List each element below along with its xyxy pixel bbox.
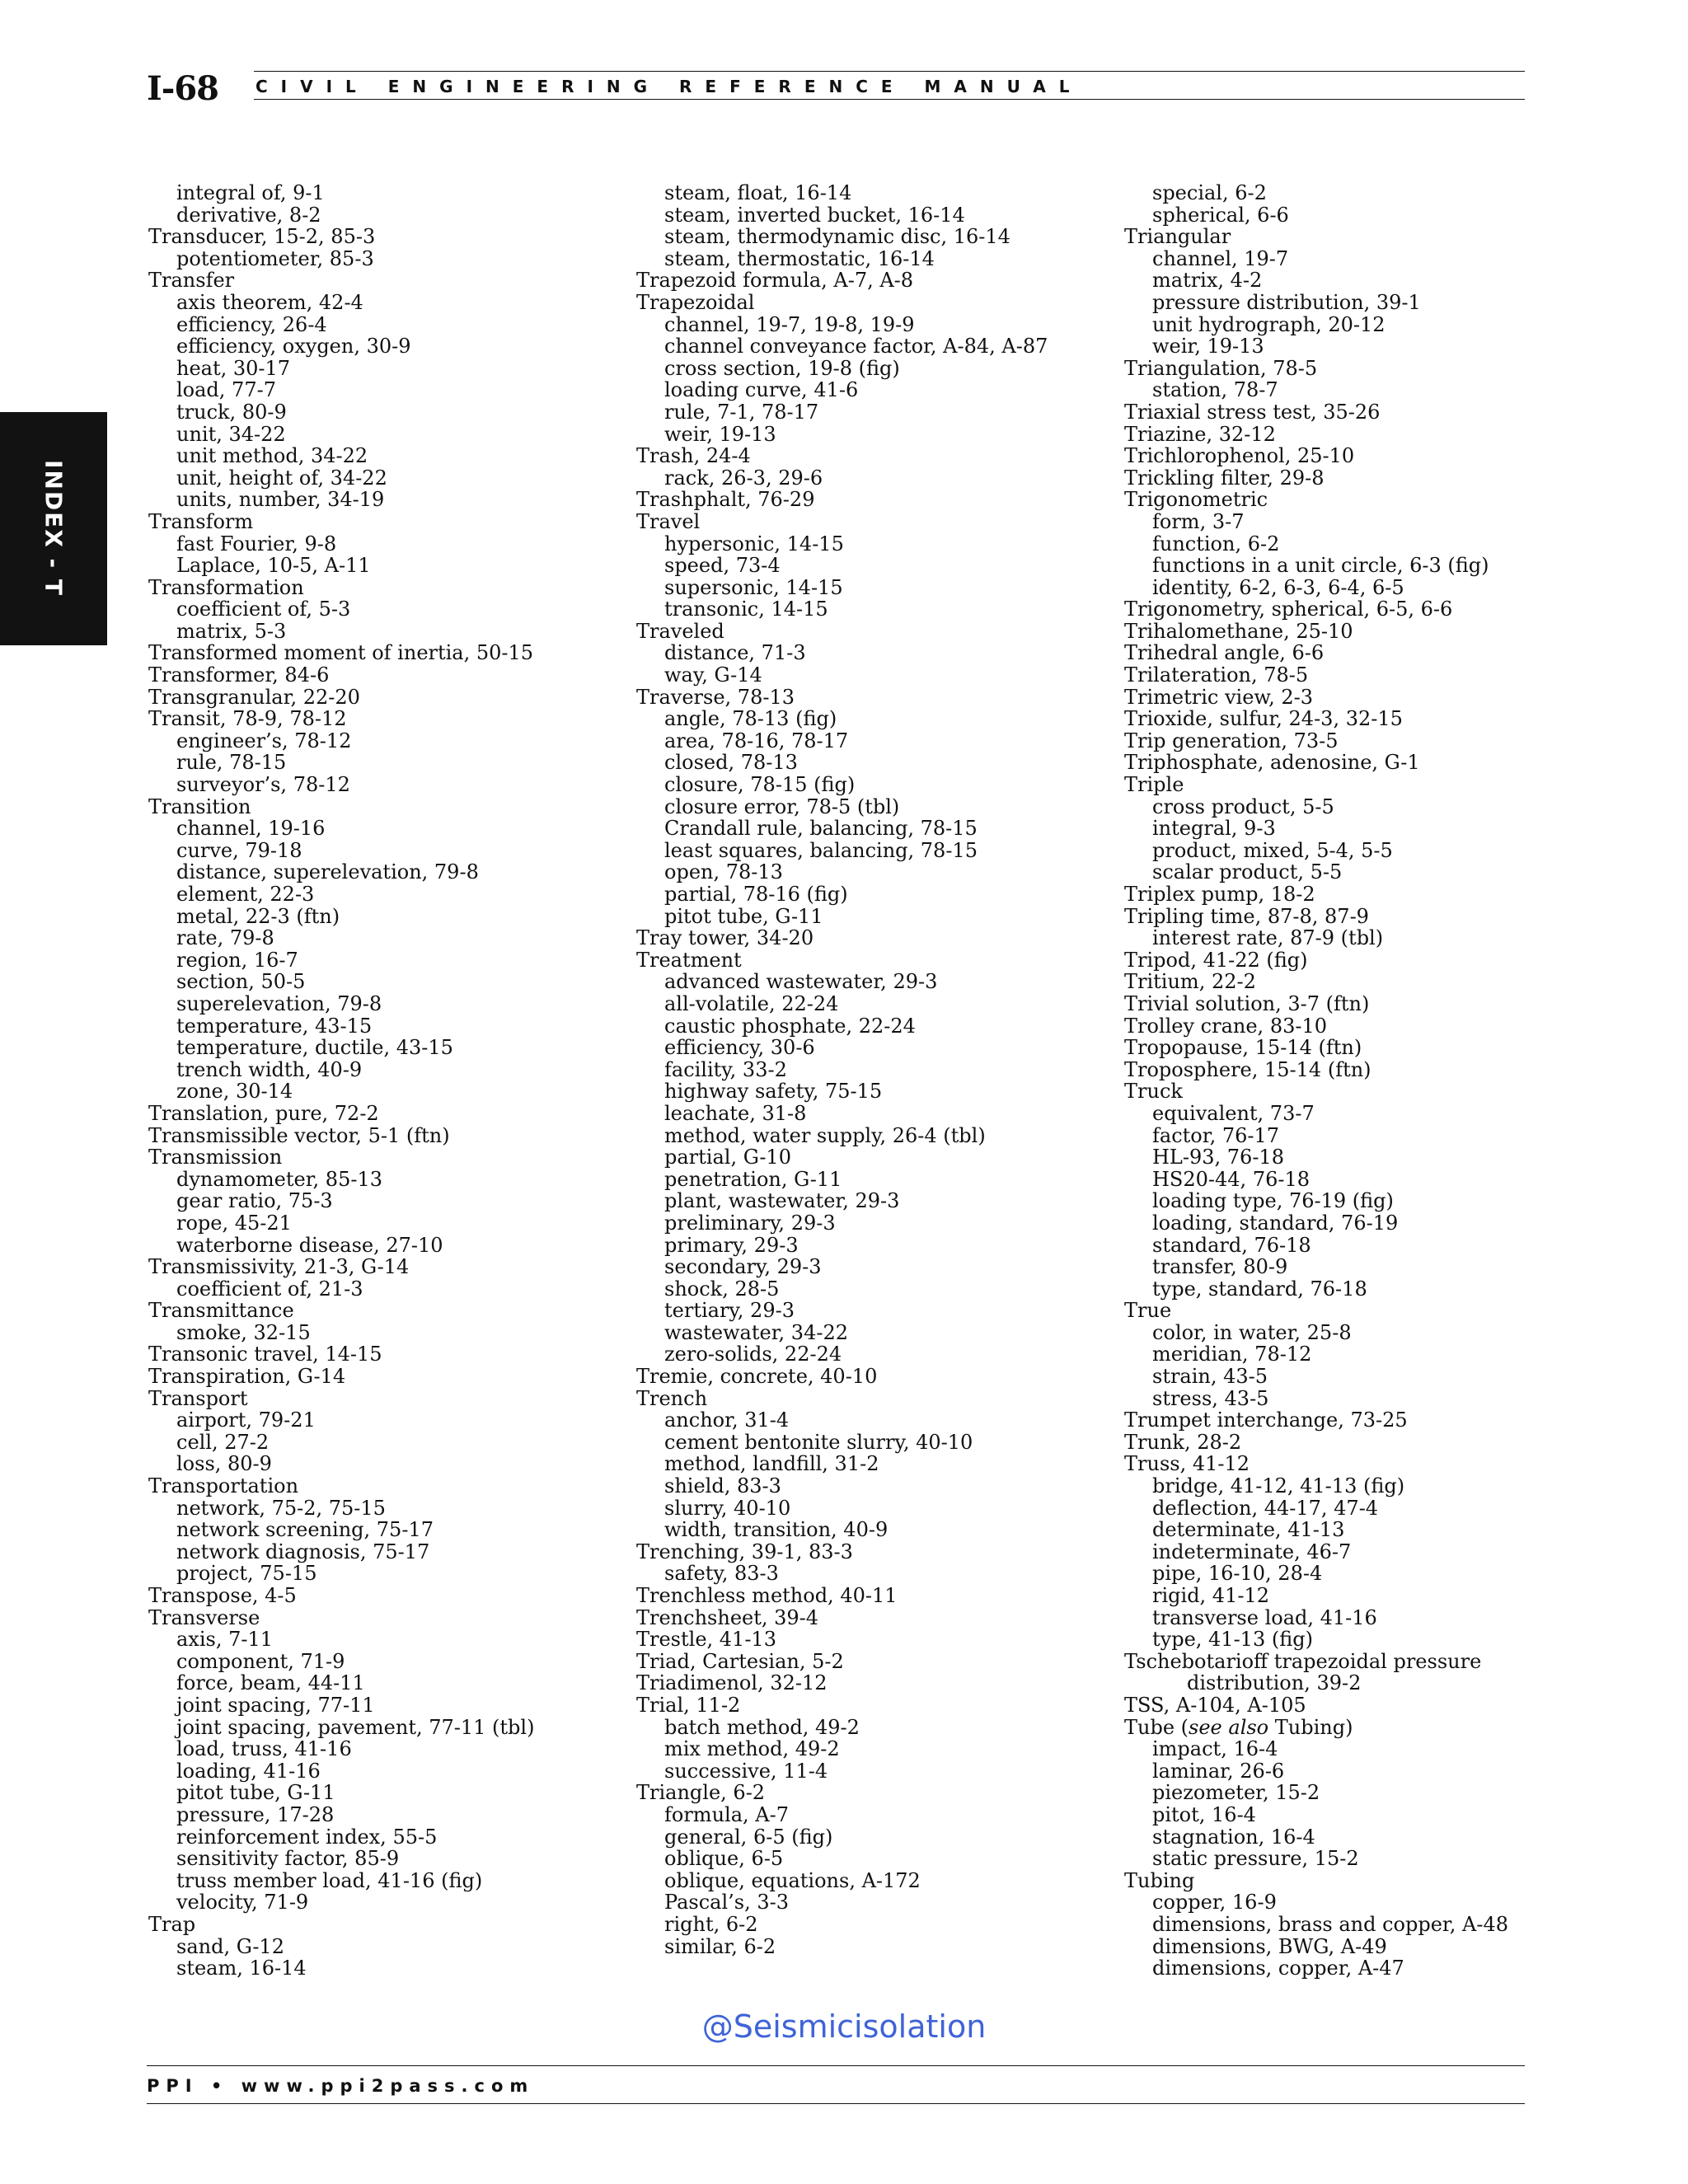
index-main-entry: Transmittance xyxy=(148,1299,294,1323)
index-sub-entry: unit, height of, 34-22 xyxy=(176,466,387,490)
index-sub-entry: integral of, 9-1 xyxy=(176,181,325,204)
index-sub-entry: strain, 43-5 xyxy=(1152,1365,1268,1389)
index-sub-entry: efficiency, oxygen, 30-9 xyxy=(176,335,411,359)
index-main-entry: Truck xyxy=(1124,1080,1183,1104)
index-main-entry: Transpose, 4-5 xyxy=(148,1584,297,1607)
index-main-entry: Trunk, 28-2 xyxy=(1124,1430,1242,1454)
index-sub-entry: loss, 80-9 xyxy=(176,1452,272,1476)
index-main-entry: Trigonometric xyxy=(1124,488,1268,512)
index-sub-entry: method, water supply, 26-4 (tbl) xyxy=(664,1123,986,1147)
index-sub-entry: steam, float, 16-14 xyxy=(664,181,852,204)
index-main-entry: True xyxy=(1124,1299,1172,1323)
index-sub-entry: truss member load, 41-16 (fig) xyxy=(176,1868,483,1892)
page-header xyxy=(147,66,1525,112)
index-sub-entry: project, 75-15 xyxy=(176,1562,317,1586)
index-main-entry: Transition xyxy=(148,794,251,818)
index-sub-entry: spherical, 6-6 xyxy=(1152,203,1289,227)
index-main-entry: Trigonometry, spherical, 6-5, 6-6 xyxy=(1124,598,1453,621)
index-sub-entry: sensitivity factor, 85-9 xyxy=(176,1847,400,1871)
index-main-entry: Trash, 24-4 xyxy=(636,444,751,468)
index-sub-entry: sand, G-12 xyxy=(176,1934,284,1958)
index-main-entry: Triphosphate, adenosine, G-1 xyxy=(1124,751,1420,775)
index-main-entry: Tropopause, 15-14 (ftn) xyxy=(1124,1036,1362,1060)
index-sub-entry: airport, 79-21 xyxy=(176,1408,316,1432)
index-main-entry: Truss, 41-12 xyxy=(1124,1452,1250,1476)
index-sub-entry: color, in water, 25-8 xyxy=(1152,1320,1352,1344)
index-main-entry: Trichlorophenol, 25-10 xyxy=(1124,444,1355,468)
index-sub-entry: angle, 78-13 (fig) xyxy=(664,707,837,731)
index-sub-entry: width, transition, 40-9 xyxy=(664,1518,889,1542)
index-sub-entry: preliminary, 29-3 xyxy=(664,1211,836,1235)
index-sub-entry: stagnation, 16-4 xyxy=(1152,1825,1315,1849)
index-sub-entry: bridge, 41-12, 41-13 (fig) xyxy=(1152,1474,1405,1498)
index-sub-entry: static pressure, 15-2 xyxy=(1152,1847,1359,1871)
index-sub-entry: matrix, 5-3 xyxy=(176,619,287,643)
book-title: CIVIL ENGINEERING REFERENCE MANUAL xyxy=(256,77,1083,96)
index-main-entry: Tripod, 41-22 (fig) xyxy=(1124,948,1308,972)
index-sub-entry: pitot, 16-4 xyxy=(1152,1802,1256,1826)
side-tab-label: INDEX - T xyxy=(40,459,68,598)
index-sub-entry: formula, A-7 xyxy=(664,1802,789,1826)
index-sub-entry: rule, 7-1, 78-17 xyxy=(664,400,819,424)
index-main-entry: Transform xyxy=(148,509,254,533)
index-main-entry: Trenchsheet, 39-4 xyxy=(636,1605,819,1629)
index-sub-entry: advanced wastewater, 29-3 xyxy=(664,970,938,994)
index-sub-entry: rate, 79-8 xyxy=(176,926,274,950)
index-sub-entry: cement bentonite slurry, 40-10 xyxy=(664,1430,973,1454)
index-sub-entry: derivative, 8-2 xyxy=(176,203,321,227)
index-main-entry: Trilateration, 78-5 xyxy=(1124,663,1309,687)
index-sub-entry: mix method, 49-2 xyxy=(664,1737,840,1761)
index-sub-entry: functions in a unit circle, 6-3 (fig) xyxy=(1152,554,1489,578)
index-sub-entry: weir, 19-13 xyxy=(1152,335,1264,359)
index-sub-entry: right, 6-2 xyxy=(664,1912,758,1936)
index-sub-entry: Crandall rule, balancing, 78-15 xyxy=(664,817,978,841)
index-sub-entry: safety, 83-3 xyxy=(664,1562,779,1586)
index-sub-entry: rule, 78-15 xyxy=(176,751,287,775)
index-main-entry: Travel xyxy=(636,509,701,533)
index-main-entry: Tschebotarioff trapezoidal pressure xyxy=(1124,1649,1482,1673)
index-main-entry: Troposphere, 15-14 (ftn) xyxy=(1124,1057,1372,1081)
index-sub-entry: factor, 76-17 xyxy=(1152,1123,1280,1147)
index-sub-entry: loading type, 76-19 (fig) xyxy=(1152,1189,1394,1213)
index-main-entry: Trench xyxy=(636,1386,708,1410)
index-sub-entry: cross product, 5-5 xyxy=(1152,794,1334,818)
index-sub-entry: partial, G-10 xyxy=(664,1146,791,1169)
index-main-entry: Transverse xyxy=(148,1605,260,1629)
footer-rule-bottom xyxy=(147,2103,1525,2104)
header-rule-bottom xyxy=(254,99,1525,100)
index-main-entry: Transmissible vector, 5-1 (ftn) xyxy=(148,1123,450,1147)
index-sub-entry: velocity, 71-9 xyxy=(176,1891,309,1915)
index-sub-entry: surveyor’s, 78-12 xyxy=(176,773,350,797)
index-main-entry: Trihedral angle, 6-6 xyxy=(1124,641,1325,665)
index-sub-entry: stress, 43-5 xyxy=(1152,1386,1269,1410)
index-main-entry: Triad, Cartesian, 5-2 xyxy=(636,1649,844,1673)
index-main-entry: Trip generation, 73-5 xyxy=(1124,729,1339,752)
index-sub-entry: axis, 7-11 xyxy=(176,1628,274,1652)
index-sub-entry: impact, 16-4 xyxy=(1152,1737,1278,1761)
index-sub-entry: interest rate, 87-9 (tbl) xyxy=(1152,926,1384,950)
index-sub-entry: gear ratio, 75-3 xyxy=(176,1189,333,1213)
index-sub-entry: weir, 19-13 xyxy=(664,422,776,446)
index-sub-entry: supersonic, 14-15 xyxy=(664,575,843,599)
index-main-entry: Triazine, 32-12 xyxy=(1124,422,1276,446)
index-sub-entry: steam, inverted bucket, 16-14 xyxy=(664,203,965,227)
index-sub-entry: HS20-44, 76-18 xyxy=(1152,1167,1311,1191)
index-sub-entry: secondary, 29-3 xyxy=(664,1255,822,1279)
index-column-2 xyxy=(636,182,1110,1957)
index-sub-entry: function, 6-2 xyxy=(1152,532,1280,555)
index-sub-entry: laminar, 26-6 xyxy=(1152,1759,1285,1783)
index-main-entry: Trumpet interchange, 73-25 xyxy=(1124,1408,1408,1432)
index-sub-entry: HL-93, 76-18 xyxy=(1152,1146,1284,1169)
index-sub-entry: cross section, 19-8 (fig) xyxy=(664,356,900,380)
index-sub-entry: Laplace, 10-5, A-11 xyxy=(176,554,371,578)
index-sub-entry: curve, 79-18 xyxy=(176,838,302,862)
index-sub-entry: station, 78-7 xyxy=(1152,378,1278,402)
index-main-entry: Triple xyxy=(1124,773,1184,797)
index-sub-entry: integral, 9-3 xyxy=(1152,817,1276,841)
index-main-entry: Transportation xyxy=(148,1474,299,1498)
index-sub-entry: reinforcement index, 55-5 xyxy=(176,1825,438,1849)
index-sub-entry: special, 6-2 xyxy=(1152,181,1267,204)
index-main-entry: Trolley crane, 83-10 xyxy=(1124,1014,1327,1038)
index-sub-entry: shield, 83-3 xyxy=(664,1474,781,1498)
index-sub-entry: unit, 34-22 xyxy=(176,422,286,446)
index-sub-entry: transverse load, 41-16 xyxy=(1152,1605,1377,1629)
index-main-entry: Traverse, 78-13 xyxy=(636,685,795,709)
index-sub-entry: load, 77-7 xyxy=(176,378,276,402)
index-sub-entry: dimensions, brass and copper, A-48 xyxy=(1152,1912,1508,1936)
index-sub-entry: indeterminate, 46-7 xyxy=(1152,1540,1352,1563)
index-sub-entry: rigid, 41-12 xyxy=(1152,1584,1269,1607)
index-sub-entry: closure error, 78-5 (tbl) xyxy=(664,794,900,818)
index-main-entry: Transformer, 84-6 xyxy=(148,663,330,687)
index-main-entry: Trial, 11-2 xyxy=(636,1693,741,1717)
index-sub-entry: distribution, 39-2 xyxy=(1187,1671,1362,1695)
index-sub-entry: type, standard, 76-18 xyxy=(1152,1277,1367,1301)
index-sub-entry: network diagnosis, 75-17 xyxy=(176,1540,430,1563)
index-main-entry: Transformation xyxy=(148,575,304,599)
index-main-entry: Triaxial stress test, 35-26 xyxy=(1124,400,1381,424)
index-main-entry: Triangular xyxy=(1124,225,1231,249)
header-rule-top xyxy=(254,71,1525,72)
index-sub-entry: copper, 16-9 xyxy=(1152,1891,1277,1915)
index-sub-entry: oblique, equations, A-172 xyxy=(664,1868,921,1892)
index-sub-entry: pitot tube, G-11 xyxy=(664,904,823,928)
index-main-entry: Transfer xyxy=(148,269,235,293)
index-sub-entry: meridian, 78-12 xyxy=(1152,1343,1312,1366)
index-sub-entry: oblique, 6-5 xyxy=(664,1847,784,1871)
index-sub-entry: smoke, 32-15 xyxy=(176,1320,311,1344)
index-sub-entry: open, 78-13 xyxy=(664,860,783,884)
index-sub-entry: transfer, 80-9 xyxy=(1152,1255,1288,1279)
index-sub-entry: trench width, 40-9 xyxy=(176,1057,363,1081)
index-main-entry: Translation, pure, 72-2 xyxy=(148,1101,379,1125)
index-sub-entry: batch method, 49-2 xyxy=(664,1715,860,1739)
index-sub-entry: steam, 16-14 xyxy=(176,1957,307,1980)
index-sub-entry: joint spacing, pavement, 77-11 (tbl) xyxy=(176,1715,535,1739)
index-sub-entry: channel, 19-7 xyxy=(1152,246,1289,270)
index-main-entry: Trashphalt, 76-29 xyxy=(636,488,815,512)
index-sub-entry: superelevation, 79-8 xyxy=(176,991,382,1015)
index-sub-entry: efficiency, 26-4 xyxy=(176,312,327,336)
index-main-entry: Transgranular, 22-20 xyxy=(148,685,360,709)
index-sub-entry: anchor, 31-4 xyxy=(664,1408,790,1432)
index-sub-entry: rope, 45-21 xyxy=(176,1211,292,1235)
index-sub-entry: zone, 30-14 xyxy=(176,1080,293,1104)
index-sub-entry: network screening, 75-17 xyxy=(176,1518,434,1542)
index-main-entry: Trapezoid formula, A-7, A-8 xyxy=(636,269,914,293)
index-sub-entry: network, 75-2, 75-15 xyxy=(176,1496,386,1520)
index-column-3 xyxy=(1124,182,1598,1980)
index-sub-entry: load, truss, 41-16 xyxy=(176,1737,352,1761)
index-sub-entry: dimensions, copper, A-47 xyxy=(1152,1957,1404,1980)
index-main-entry: Tripling time, 87-8, 87-9 xyxy=(1124,904,1369,928)
footer-rule-top xyxy=(147,2065,1525,2066)
index-sub-entry: region, 16-7 xyxy=(176,948,298,972)
index-side-tab xyxy=(0,412,107,645)
index-sub-entry: tertiary, 29-3 xyxy=(664,1299,795,1323)
index-sub-entry: shock, 28-5 xyxy=(664,1277,780,1301)
index-sub-entry: coefficient of, 21-3 xyxy=(176,1277,363,1301)
index-sub-entry: unit method, 34-22 xyxy=(176,444,368,468)
index-sub-entry: plant, wastewater, 29-3 xyxy=(664,1189,900,1213)
watermark: @Seismicisolation xyxy=(701,2008,987,2045)
index-sub-entry: facility, 33-2 xyxy=(664,1057,787,1081)
index-sub-entry: cell, 27-2 xyxy=(176,1430,270,1454)
index-main-entry: Trestle, 41-13 xyxy=(636,1628,776,1652)
index-sub-entry: engineer’s, 78-12 xyxy=(176,729,352,752)
index-main-entry: Traveled xyxy=(636,619,724,643)
index-sub-entry: area, 78-16, 78-17 xyxy=(664,729,849,752)
index-column-1 xyxy=(148,182,622,1980)
index-sub-entry: identity, 6-2, 6-3, 6-4, 6-5 xyxy=(1152,575,1404,599)
index-sub-entry: distance, 71-3 xyxy=(664,641,806,665)
index-sub-entry: method, landfill, 31-2 xyxy=(664,1452,879,1476)
index-sub-entry: temperature, ductile, 43-15 xyxy=(176,1036,453,1060)
index-main-entry: Transmissivity, 21-3, G-14 xyxy=(148,1255,410,1279)
index-main-entry: Triangulation, 78-5 xyxy=(1124,356,1318,380)
index-main-entry: Trivial solution, 3-7 (ftn) xyxy=(1124,991,1370,1015)
index-sub-entry: Pascal’s, 3-3 xyxy=(664,1891,789,1915)
index-sub-entry: dimensions, BWG, A-49 xyxy=(1152,1934,1387,1958)
index-sub-entry: temperature, 43-15 xyxy=(176,1014,373,1038)
index-sub-entry: pitot tube, G-11 xyxy=(176,1781,335,1805)
index-sub-entry: zero-solids, 22-24 xyxy=(664,1343,842,1366)
index-sub-entry: channel, 19-16 xyxy=(176,817,326,841)
index-sub-entry: caustic phosphate, 22-24 xyxy=(664,1014,916,1038)
index-sub-entry: units, number, 34-19 xyxy=(176,488,385,512)
index-main-entry: Triangle, 6-2 xyxy=(636,1781,766,1805)
index-sub-entry: highway safety, 75-15 xyxy=(664,1080,883,1104)
index-sub-entry: steam, thermostatic, 16-14 xyxy=(664,246,935,270)
index-sub-entry: transonic, 14-15 xyxy=(664,598,828,621)
index-main-entry: Trioxide, sulfur, 24-3, 32-15 xyxy=(1124,707,1403,731)
index-sub-entry: matrix, 4-2 xyxy=(1152,269,1263,293)
index-main-entry: Tremie, concrete, 40-10 xyxy=(636,1365,878,1389)
page-number: I-68 xyxy=(147,69,218,108)
index-sub-entry: joint spacing, 77-11 xyxy=(176,1693,375,1717)
index-sub-entry: general, 6-5 (fig) xyxy=(664,1825,833,1849)
index-sub-entry: metal, 22-3 (ftn) xyxy=(176,904,340,928)
index-sub-entry: similar, 6-2 xyxy=(664,1934,776,1958)
index-main-entry: Tube (see also Tubing) xyxy=(1124,1715,1353,1739)
index-sub-entry: component, 71-9 xyxy=(176,1649,345,1673)
index-sub-entry: successive, 11-4 xyxy=(664,1759,828,1783)
index-sub-entry: truck, 80-9 xyxy=(176,400,287,424)
index-sub-entry: loading, standard, 76-19 xyxy=(1152,1211,1399,1235)
index-sub-entry: primary, 29-3 xyxy=(664,1233,799,1257)
index-main-entry: Trimetric view, 2-3 xyxy=(1124,685,1314,709)
index-sub-entry: least squares, balancing, 78-15 xyxy=(664,838,978,862)
index-main-entry: Tubing xyxy=(1124,1868,1195,1892)
index-sub-entry: channel conveyance factor, A-84, A-87 xyxy=(664,335,1048,359)
index-main-entry: Trenching, 39-1, 83-3 xyxy=(636,1540,853,1563)
index-sub-entry: fast Fourier, 9-8 xyxy=(176,532,337,555)
index-main-entry: Trapezoidal xyxy=(636,290,755,314)
index-sub-entry: loading curve, 41-6 xyxy=(664,378,859,402)
index-sub-entry: standard, 76-18 xyxy=(1152,1233,1311,1257)
index-sub-entry: way, G-14 xyxy=(664,663,762,687)
index-main-entry: Trickling filter, 29-8 xyxy=(1124,466,1325,490)
index-sub-entry: determinate, 41-13 xyxy=(1152,1518,1345,1542)
index-sub-entry: hypersonic, 14-15 xyxy=(664,532,844,555)
index-sub-entry: pressure distribution, 39-1 xyxy=(1152,290,1421,314)
index-sub-entry: loading, 41-16 xyxy=(176,1759,321,1783)
index-main-entry: Transformed moment of inertia, 50-15 xyxy=(148,641,534,665)
index-main-entry: Transit, 78-9, 78-12 xyxy=(148,707,347,731)
index-main-entry: Transport xyxy=(148,1386,248,1410)
index-sub-entry: efficiency, 30-6 xyxy=(664,1036,815,1060)
index-sub-entry: wastewater, 34-22 xyxy=(664,1320,848,1344)
index-main-entry: Trap xyxy=(148,1912,196,1936)
index-sub-entry: section, 50-5 xyxy=(176,970,306,994)
index-sub-entry: dynamometer, 85-13 xyxy=(176,1167,382,1191)
index-sub-entry: element, 22-3 xyxy=(176,883,315,906)
index-main-entry: Tritium, 22-2 xyxy=(1124,970,1256,994)
index-main-entry: Tray tower, 34-20 xyxy=(636,926,814,950)
index-main-entry: Transducer, 15-2, 85-3 xyxy=(148,225,376,249)
index-main-entry: TSS, A-104, A-105 xyxy=(1124,1693,1306,1717)
index-sub-entry: product, mixed, 5-4, 5-5 xyxy=(1152,838,1393,862)
index-main-entry: Trihalomethane, 25-10 xyxy=(1124,619,1353,643)
index-sub-entry: speed, 73-4 xyxy=(664,554,781,578)
index-sub-entry: piezometer, 15-2 xyxy=(1152,1781,1320,1805)
index-sub-entry: channel, 19-7, 19-8, 19-9 xyxy=(664,312,915,336)
index-sub-entry: equivalent, 73-7 xyxy=(1152,1101,1315,1125)
index-sub-entry: slurry, 40-10 xyxy=(664,1496,791,1520)
index-sub-entry: rack, 26-3, 29-6 xyxy=(664,466,823,490)
index-sub-entry: form, 3-7 xyxy=(1152,509,1245,533)
footer-text: PPI • www.ppi2pass.com xyxy=(147,2076,535,2096)
index-main-entry: Triadimenol, 32-12 xyxy=(636,1671,828,1695)
index-sub-entry: coefficient of, 5-3 xyxy=(176,598,351,621)
index-sub-entry: penetration, G-11 xyxy=(664,1167,842,1191)
index-main-entry: Treatment xyxy=(636,948,742,972)
index-sub-entry: scalar product, 5-5 xyxy=(1152,860,1343,884)
index-sub-entry: distance, superelevation, 79-8 xyxy=(176,860,479,884)
index-sub-entry: axis theorem, 42-4 xyxy=(176,290,363,314)
index-sub-entry: heat, 30-17 xyxy=(176,356,291,380)
index-main-entry: Trenchless method, 40-11 xyxy=(636,1584,898,1607)
index-sub-entry: force, beam, 44-11 xyxy=(176,1671,365,1695)
index-main-entry: Triplex pump, 18-2 xyxy=(1124,883,1315,906)
index-main-entry: Transmission xyxy=(148,1146,283,1169)
index-sub-entry: steam, thermodynamic disc, 16-14 xyxy=(664,225,1010,249)
index-main-entry: Transonic travel, 14-15 xyxy=(148,1343,382,1366)
index-sub-entry: partial, 78-16 (fig) xyxy=(664,883,848,906)
index-sub-entry: pipe, 16-10, 28-4 xyxy=(1152,1562,1323,1586)
index-sub-entry: closed, 78-13 xyxy=(664,751,798,775)
index-sub-entry: pressure, 17-28 xyxy=(176,1802,335,1826)
index-sub-entry: all-volatile, 22-24 xyxy=(664,991,839,1015)
index-sub-entry: closure, 78-15 (fig) xyxy=(664,773,856,797)
index-sub-entry: potentiometer, 85-3 xyxy=(176,246,374,270)
index-main-entry: Transpiration, G-14 xyxy=(148,1365,346,1389)
index-sub-entry: unit hydrograph, 20-12 xyxy=(1152,312,1386,336)
index-sub-entry: deflection, 44-17, 47-4 xyxy=(1152,1496,1379,1520)
index-sub-entry: type, 41-13 (fig) xyxy=(1152,1628,1313,1652)
index-sub-entry: waterborne disease, 27-10 xyxy=(176,1233,443,1257)
index-sub-entry: leachate, 31-8 xyxy=(664,1101,807,1125)
